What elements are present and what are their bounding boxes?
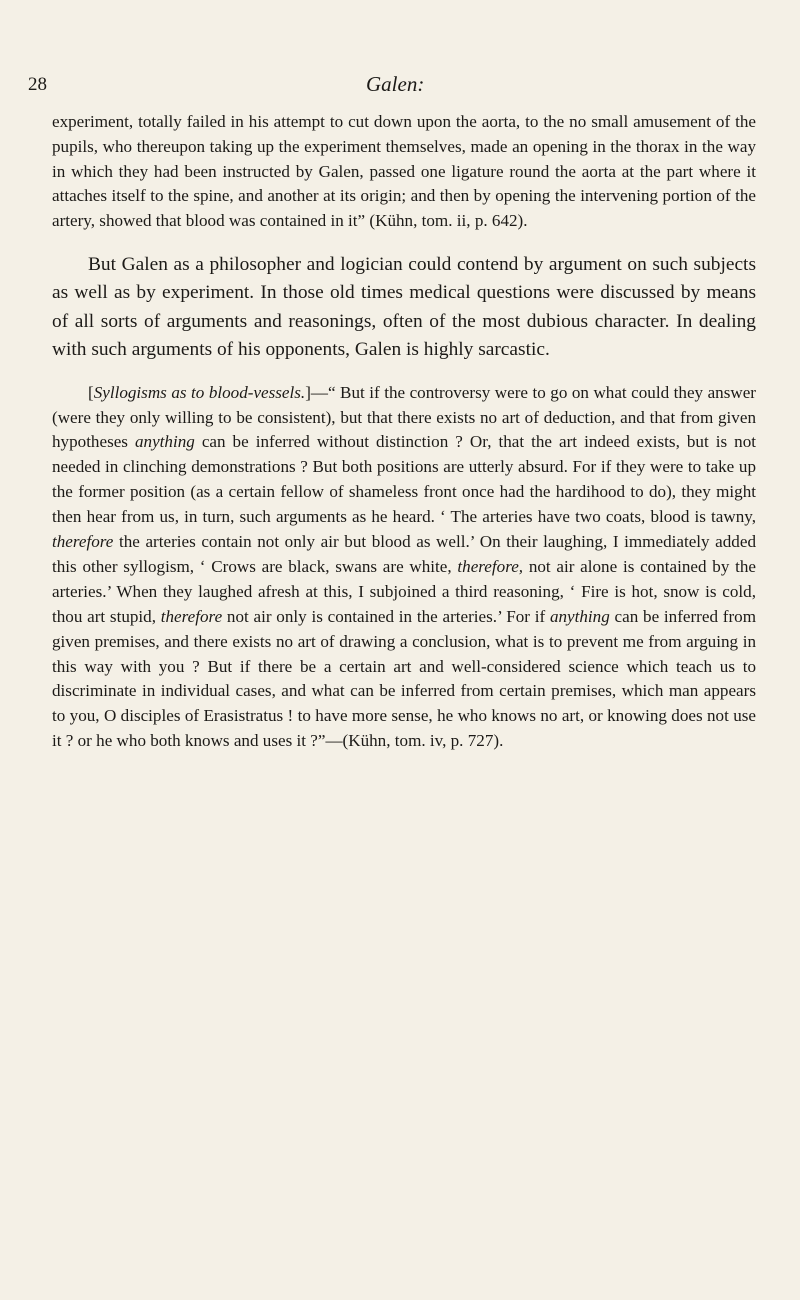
text-run: ]—“ But if the controversy were to go on what could they answer (were they only willing to be consistent), but that there exists no art of deduction, and that from given hypotheses (52, 382, 756, 452)
page-number: 28 (28, 74, 47, 95)
emphasis-anything: anything (549, 606, 610, 626)
text-run: can be inferred without distinction ? Or, that the art indeed exists, but is not needed in clinching demonstrations ? But both positions are utterly absurd. For if they were to take up the former position (as a certain fellow of shameless front once had the hardihood to do), they might then hear from us, in turn, such arguments as he heard. ‘ The arteries have two coats, blood is tawny, (52, 432, 756, 527)
text-run: not air alone is contained by the arteries.’ When they laughed afresh at this, I subjoined a third reasoning, ‘ Fire is hot, snow is cold, thou art stupid, (52, 556, 756, 626)
running-head: Galen: (366, 72, 425, 96)
paragraph-continuation: experiment, totally failed in his attempt to cut down upon the aorta, to the no small amusement of the pupils, who thereupon taking up the experiment themselves, made an opening in the thorax in the way in which they had been instructed by Galen, passed one ligature round the aorta at the part where it attaches itself to the spine, and another at its origin; and then by opening the intervening portion of the artery, showed that blood was contained in it” (Kühn, tom. ii, p. 642). (52, 112, 756, 231)
emphasis-anything: anything (134, 432, 195, 452)
side-heading: Syllogisms as to blood-vessels. (93, 382, 306, 402)
paragraph-philosopher: But Galen as a philosopher and logician could contend by argument on such subjects as well as by experiment. In those old times medical questions were discussed by means of all sorts of arguments and reasonings, often of the most dubious character. In dealing with such arguments of his opponents, Galen is highly sarcastic. (52, 253, 756, 361)
text-run: not air only is contained in the arteries.’ For if (222, 606, 550, 626)
emphasis-therefore: therefore (160, 606, 223, 626)
text-run: can be inferred from given premises, and there exists no art of drawing a conclusion, what is to prevent me from arguing in this way with you ? But if there be a certain art and well-considered science which teach us to discriminate in individual cases, and what can be inferred from certain premises, which man appears to you, O disciples of Erasistratus ! to have more sense, he who knows no art, or knowing does not use it ? or he who both knows and uses it ?”—(Kühn, tom. iv, p. 727). (52, 606, 756, 751)
text-run: the arteries contain not only air but blood as well.’ On their laughing, I immediately added this other syllogism, ‘ Crows are black, swans are white, (52, 532, 756, 576)
paragraph-syllogisms (52, 381, 756, 755)
bracket-open: [ (88, 382, 94, 402)
emphasis-therefore: therefore (52, 532, 114, 552)
body-text (52, 110, 756, 754)
emphasis-therefore: therefore, (457, 556, 524, 576)
